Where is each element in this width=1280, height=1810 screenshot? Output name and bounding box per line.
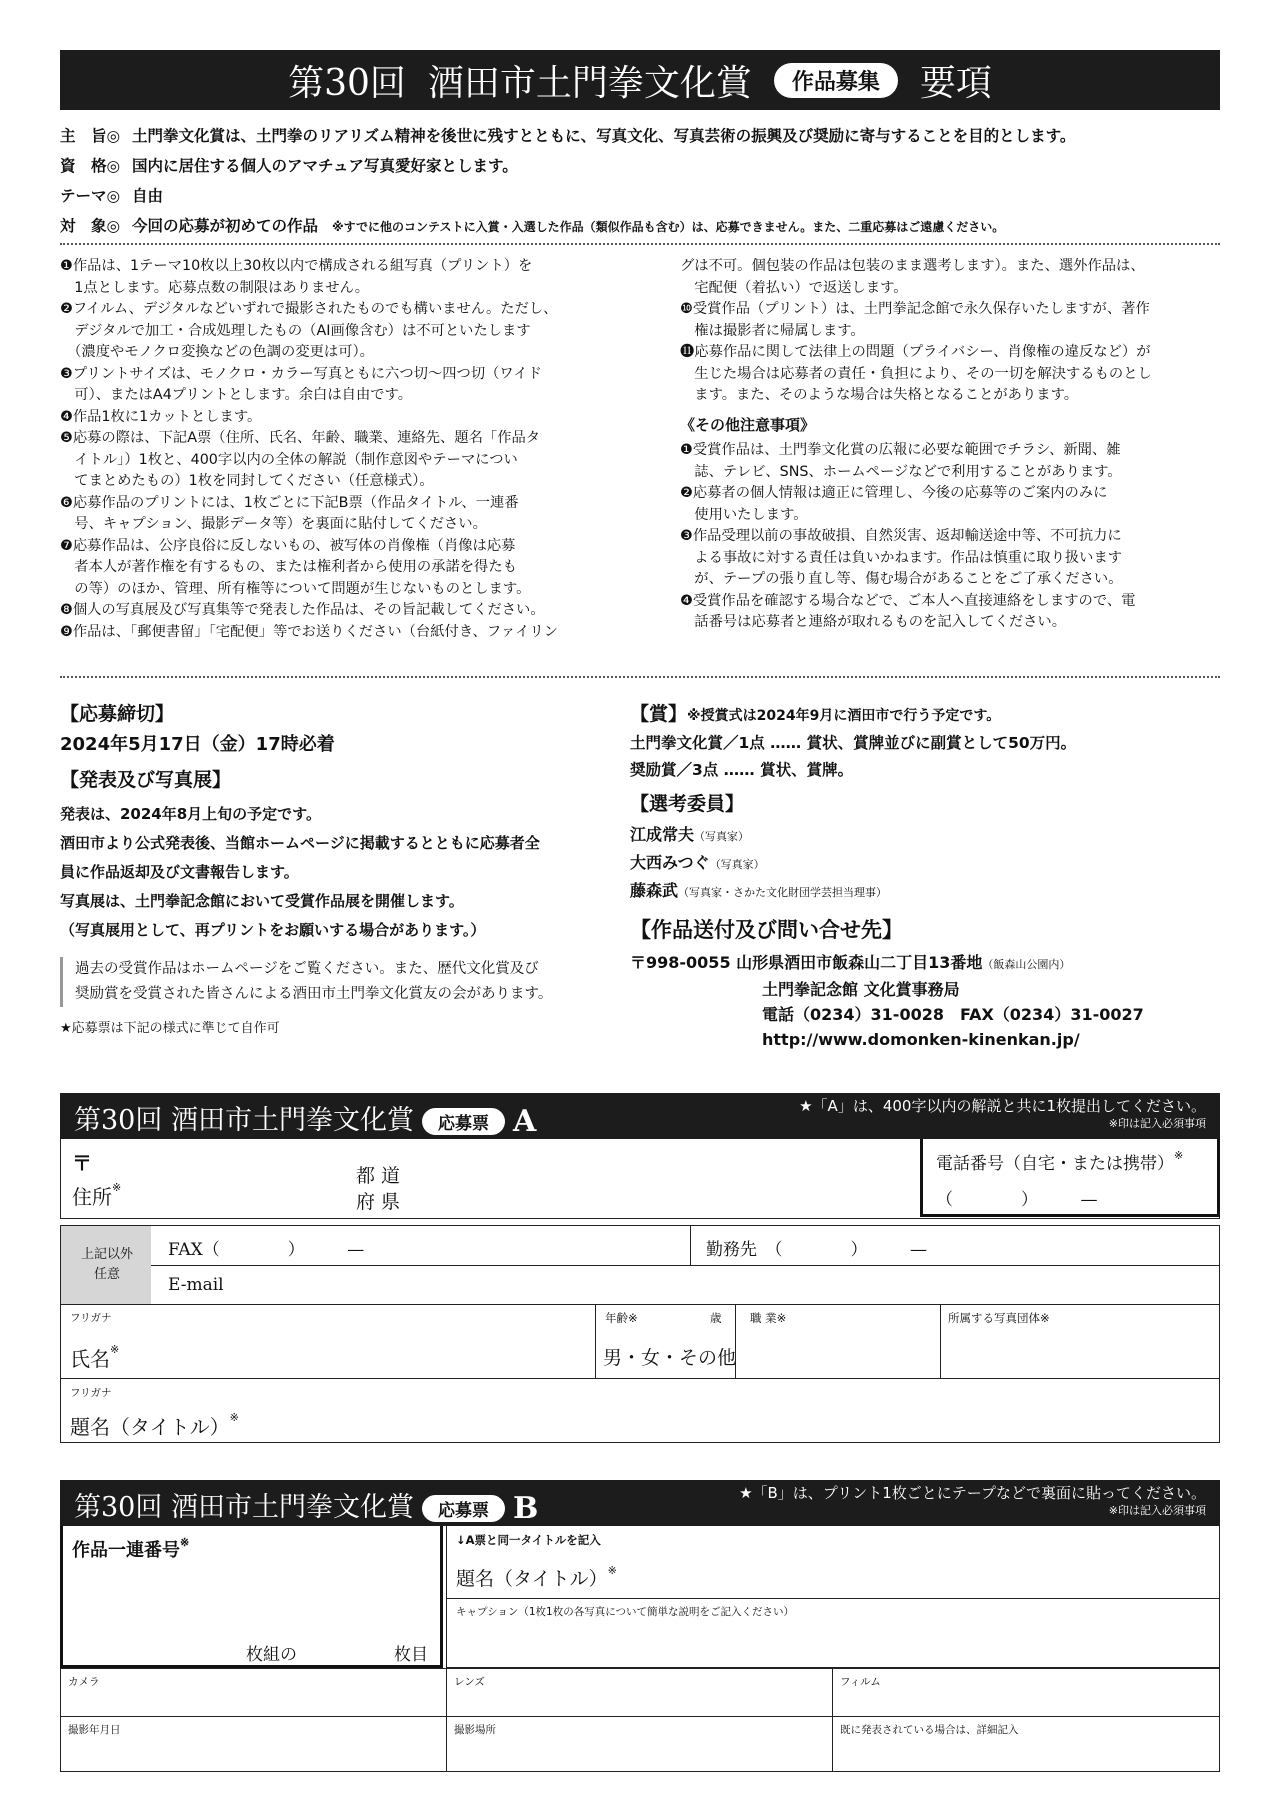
age-label: 年齢※ xyxy=(605,1311,638,1325)
email-field[interactable]: E-mail xyxy=(168,1275,224,1295)
form-a-note: ★「A」は、400字以内の解説と共に1枚提出してください。 ※印は記入必須事項 xyxy=(799,1097,1206,1130)
gender-field[interactable]: 男・女・その他 xyxy=(603,1347,737,1369)
deadline-text: 2024年5月17日（金）17時必着 xyxy=(60,734,335,755)
rule-line: ます。また、そのような場合は失格となることがあります。 xyxy=(680,387,1079,403)
announce-line: 発表は、2024年8月上旬の予定です。 xyxy=(60,805,321,823)
col-line xyxy=(690,1226,691,1265)
rules-left xyxy=(60,256,620,643)
rule-line: 生じた場合は応募者の責任・負担により、その一切を解決するものとし xyxy=(680,365,1152,382)
prize-list: 土門拳文化賞／1点 …… 賞状、賞牌並びに副賞として50万円。 奨励賞／3点 …… 賞状、賞牌。 xyxy=(630,734,1077,779)
rule-line: 者本人が著作権を有するもの、または権利者から使用の承諾を得たも xyxy=(60,559,517,575)
film-field[interactable]: フィルム xyxy=(840,1676,881,1688)
announce-line: 写真展は、土門拳記念館において受賞作品展を開催します。 xyxy=(60,892,464,910)
past-note: 過去の受賞作品はホームページをご覧ください。また、歴代文化賞及び 奨励賞を受賞された皆さんによる酒田市土門拳文化賞友の会があります。 xyxy=(60,957,640,1007)
note-line: 話番号は応募者と連絡が取れるものを記入してください。 xyxy=(680,614,1067,630)
col-line xyxy=(940,1305,941,1379)
contact-url[interactable]: http://www.domonken-kinenkan.jp/ xyxy=(762,1030,1080,1049)
rule-line: 権は撮影者に帰属します。 xyxy=(680,322,865,339)
banner-pill: 作品募集 xyxy=(774,63,898,98)
note-line: ❸作品受理以前の事故破損、自然災害、返却輸送途中等、不可抗力に xyxy=(680,528,1122,544)
serial-label: 作品一連番号※ xyxy=(72,1536,190,1561)
b-title-field[interactable]: 題名（タイトル）※ xyxy=(456,1564,617,1590)
form-a-header xyxy=(60,1093,1220,1139)
rule-line: 宅配便（着払い）で返送します。 xyxy=(680,279,908,296)
serial-of: 枚組の xyxy=(246,1645,297,1665)
note-line: ❷応募者の個人情報は適正に管理し、今後の応募等のご案内のみに xyxy=(680,485,1108,501)
rule-line: の等）のほか、管理、所有権等について問題が生じないものとします。 xyxy=(60,580,531,597)
banner-prefix: 第30回 xyxy=(288,62,406,104)
prize-note: ※授賞式は2024年9月に酒田市で行う予定です。 xyxy=(687,708,1001,724)
prize-heading: 【賞】 xyxy=(630,703,688,725)
form-a-title: 第30回 酒田市土門拳文化賞 応募票 A xyxy=(74,1104,537,1139)
lens-field[interactable]: レンズ xyxy=(454,1676,485,1688)
rule-line: 可）、またはA4プリントとします。余白は自由です。 xyxy=(60,387,412,403)
date-field[interactable]: 撮影年月日 xyxy=(68,1724,121,1736)
serial-no: 枚目 xyxy=(394,1645,428,1665)
note-line: が、テープの張り直し等、傷む場合があることをご了承ください。 xyxy=(680,571,1123,587)
camera-field[interactable]: カメラ xyxy=(68,1676,100,1688)
judges-heading: 【選考委員】 xyxy=(630,793,745,815)
rule-line: ❻応募作品のプリントには、1枚ごとに下記B票（作品タイトル、一連番 xyxy=(60,494,519,511)
page-banner xyxy=(60,50,1220,110)
optional-label: 上記以外 任意 xyxy=(80,1247,133,1282)
name-field[interactable]: 氏名※ xyxy=(70,1343,120,1371)
judge-item: 江成常夫（写真家） xyxy=(630,825,750,844)
banner-title: 酒田市土門拳文化賞 xyxy=(427,62,752,104)
form-b xyxy=(60,1480,1220,1780)
form-a xyxy=(60,1093,1220,1463)
form-b-title: 第30回 酒田市土門拳文化賞 応募票 B xyxy=(74,1491,539,1526)
announce-heading: 【発表及び写真展】 xyxy=(60,769,232,791)
left-info xyxy=(60,700,640,1036)
published-field[interactable]: 既に発表されている場合は、詳細記入 xyxy=(840,1724,1019,1736)
form-note: ★応募票は下記の様式に準じて自作可 xyxy=(60,1021,280,1036)
furigana-label: フリガナ xyxy=(70,1312,112,1324)
address-label: 住所※ xyxy=(72,1181,122,1209)
phone-blank: （ ） — xyxy=(936,1190,1098,1210)
phone-label: 電話番号（自宅・または携帯）※ xyxy=(936,1149,1184,1174)
pref-2: 府 県 xyxy=(356,1191,401,1213)
rule-line: ❶作品は、1テーマ10枚以上30枚以内で構成される組写真（プリント）を xyxy=(60,258,533,274)
intro-theme: テーマ◎ 自由 xyxy=(60,187,164,205)
row-line xyxy=(151,1265,1220,1266)
rule-line: ❸プリントサイズは、モノクロ・カラー写真ともに六つ切～四つ切（ワイド xyxy=(60,365,542,382)
intro-target: 対 象◎ 今回の応募が初めての作品 ※すでに他のコンテストに入賞・入選した作品（類似作品も含む）は、応募できません。また、二重応募はご遠慮ください。 xyxy=(60,217,1005,235)
rule-line: ❽個人の写真展及び写真集等で発表した作品は、その旨記載してください。 xyxy=(60,602,545,618)
same-title-note: ↓A票と同一タイトルを記入 xyxy=(456,1533,601,1547)
contact-heading: 【作品送付及び問い合せ先】 xyxy=(630,918,903,942)
group-label: 所属する写真団体※ xyxy=(948,1311,1050,1325)
note-line: 誌、テレビ、SNS、ホームページなどで利用することがあります。 xyxy=(680,463,1122,480)
announce-line: 員に作品返却及び文書報告します。 xyxy=(60,863,299,881)
judge-item: 大西みつぐ（写真家） xyxy=(630,853,765,872)
rule-line: ❷フイルム、デジタルなどいずれで撮影されたものでも構いません。ただし、 xyxy=(60,301,558,317)
divider xyxy=(60,676,1220,678)
pref-1: 都 道 xyxy=(356,1165,401,1187)
col-line xyxy=(832,1668,833,1772)
col-line xyxy=(595,1305,596,1379)
contact-block: 〒998-0055 山形県酒田市飯森山二丁目13番地（飯森山公園内） 土門拳記念館 文化賞事務局 電話（0234）31-0028 FAX（0234）31-0027 http://www.domonken-kinenkan.jp/ xyxy=(630,950,1230,1052)
banner-suffix: 要項 xyxy=(919,62,992,104)
rule-line: デジタルで加工・合成処理したもの（AI画像含む）は不可といたします xyxy=(60,322,531,339)
col-line xyxy=(446,1668,447,1772)
data-grid xyxy=(60,1668,1220,1772)
fax-field[interactable]: FAX（ ） — xyxy=(168,1240,365,1260)
work-field[interactable]: 勤務先 （ ） — xyxy=(706,1240,927,1260)
rule-line: ❾作品は、「郵便書留」「宅配便」等でお送りください（台紙付き、ファイリン xyxy=(60,623,559,640)
form-b-header xyxy=(60,1480,1220,1526)
rule-line: ❹作品1枚に1カットとします。 xyxy=(60,408,262,425)
rule-line: 1点とします。応募点数の制限はありません。 xyxy=(60,279,370,296)
rule-line: グは不可。個包装の作品は包装のまま選考します）。また、選外作品は、 xyxy=(680,258,1145,274)
note-line: 使用いたします。 xyxy=(680,506,808,523)
announce-line: （写真展用として、再プリントをお願いする場合があります。） xyxy=(60,921,486,939)
note-line: ❹受賞作品を確認する場合などで、ご本人へ直接連絡をしますので、電 xyxy=(680,592,1136,609)
row-line xyxy=(446,1598,1220,1599)
rule-line: ❼応募作品は、公序良俗に反しないもの、被写体の肖像権（肖像は応募 xyxy=(60,537,516,554)
divider xyxy=(60,243,1220,245)
intro-purpose: 主 旨◎ 土門拳文化賞は、土門拳のリアリズム精神を後世に残すとともに、写真文化、写真芸術の振興及び奨励に寄与することを目的とします。 xyxy=(60,127,1076,145)
rule-line: ❺応募の際は、下記A票（住所、氏名、年齢、職業、連絡先、題名「作品タ xyxy=(60,430,541,446)
other-notes-heading: 《その他注意事項》 xyxy=(680,415,816,434)
intro-eligibility: 資 格◎ 国内に居住する個人のアマチュア写真愛好家とします。 xyxy=(60,157,518,175)
note-line: ❶受賞作品は、土門拳文化賞の広報に必要な範囲でチラシ、新聞、雑 xyxy=(680,442,1121,458)
deadline-heading: 【応募締切】 xyxy=(60,703,175,725)
rule-line: ❿受賞作品（プリント）は、土門拳記念館で永久保存いたしますが、著作 xyxy=(680,301,1150,317)
rule-line: イトル」）1枚と、400字以内の全体の解説（制作意図やテーマについ xyxy=(60,451,518,468)
announce-line: 酒田市より公式発表後、当館ホームページに掲載するとともに応募者全 xyxy=(60,834,540,852)
place-field[interactable]: 撮影場所 xyxy=(454,1724,496,1736)
title-field[interactable]: 題名（タイトル）※ xyxy=(70,1411,239,1439)
rules-right xyxy=(680,256,1220,634)
rule-line: 号、キャプション、撮影データ等）を裏面に貼付してください。 xyxy=(60,516,487,532)
rule-line: ⓫応募作品に関して法律上の問題（プライバシー、肖像権の違反など）が xyxy=(680,344,1151,360)
form-b-note: ★「B」は、プリント1枚ごとにテープなどで裏面に貼ってください。 ※印は記入必須事項 xyxy=(739,1484,1206,1517)
age-unit: 歳 xyxy=(710,1311,722,1325)
job-label: 職 業※ xyxy=(750,1311,787,1325)
rule-line: （濃度やモノクロ変換などの色調の変更は可）。 xyxy=(60,344,374,360)
postal-mark: 〒 xyxy=(72,1151,92,1175)
rule-line: てまとめたもの）1枚を同封してください（任意様式）。 xyxy=(60,473,434,489)
caption-field[interactable]: キャプション（1枚1枚の各写真について簡単な説明をご記入ください） xyxy=(456,1606,795,1618)
furigana-label: フリガナ xyxy=(70,1387,112,1399)
row-line xyxy=(60,1716,1220,1717)
note-line: よる事故に対する責任は負いかねます。作品は慎重に取り扱います xyxy=(680,549,1123,566)
right-info xyxy=(630,700,1230,1052)
judge-item: 藤森武（写真家・さかた文化財団学芸担当理事） xyxy=(630,881,888,900)
